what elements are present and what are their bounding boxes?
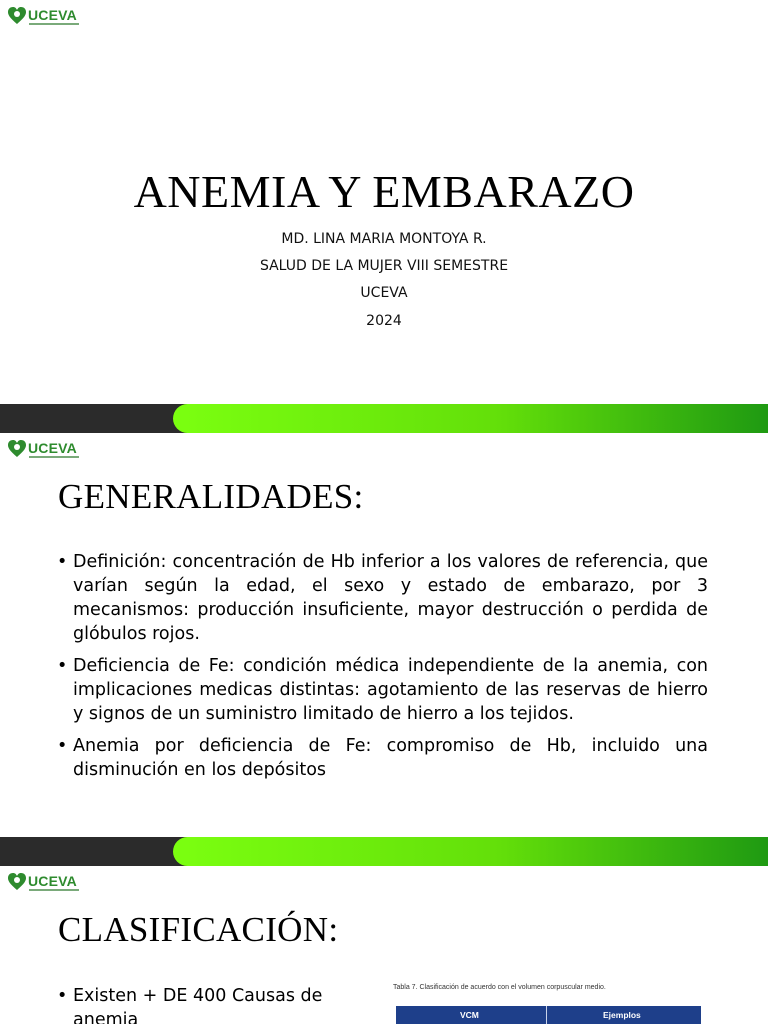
classification-table-image: [393, 984, 703, 1020]
list-item: • Definición: concentración de Hb inferior a los valores de referencia, que varían según la edad, el sexo y estado de embarazo, por 3 mecanismos: producción insuficiente, mayor destrucción o perdida de glóbulos rojos.: [56, 550, 708, 646]
logo-tagline: [29, 889, 79, 891]
year-line: 2024: [366, 313, 402, 329]
uceva-heart-icon: [7, 872, 27, 892]
green-accent-bar: [173, 404, 768, 433]
table-header-ejemplos: Ejemplos: [603, 1010, 641, 1020]
uceva-heart-icon: [7, 439, 27, 459]
clasificacion-slide: [0, 866, 768, 1024]
institution-line: UCEVA: [360, 285, 408, 301]
presentation-title: ANEMIA Y EMBARAZO: [133, 166, 635, 217]
bullet-list: [56, 550, 708, 790]
uceva-logo: [7, 6, 79, 28]
slide-separator: [0, 837, 768, 866]
logo-text: UCEVA: [28, 440, 77, 456]
slide-heading: GENERALIDADES:: [58, 477, 364, 516]
logo-text: UCEVA: [28, 7, 77, 23]
slide-separator: [0, 404, 768, 433]
bullet-list: [56, 984, 326, 1024]
list-item: • Existen + DE 400 Causas de anemia: [56, 984, 326, 1024]
author-line: MD. LINA MARIA MONTOYA R.: [281, 231, 487, 247]
uceva-logo: [7, 439, 79, 461]
generalidades-slide: [0, 433, 768, 837]
logo-tagline: [29, 23, 79, 25]
logo-text: UCEVA: [28, 873, 77, 889]
table-column-divider: [546, 1006, 547, 1024]
table-caption: Tabla 7. Clasificación de acuerdo con el volumen corpuscular medio.: [393, 984, 606, 991]
slide-heading: CLASIFICACIÓN:: [58, 910, 339, 949]
green-accent-bar: [173, 837, 768, 866]
uceva-heart-icon: [7, 6, 27, 26]
uceva-logo: [7, 872, 79, 894]
table-header-vcm: VCM: [460, 1010, 479, 1020]
table-header-row: [396, 1006, 701, 1024]
list-item: • Deficiencia de Fe: condición médica independiente de la anemia, con implicaciones medicas distintas: agotamiento de las reservas de hierro y signos de un suministro limitado de hierro a los tejidos.: [56, 654, 708, 726]
course-line: SALUD DE LA MUJER VIII SEMESTRE: [259, 258, 509, 274]
list-item: • Anemia por deficiencia de Fe: compromiso de Hb, incluido una disminución en los depósitos: [56, 734, 708, 782]
logo-tagline: [29, 456, 79, 458]
title-slide: [0, 0, 768, 404]
